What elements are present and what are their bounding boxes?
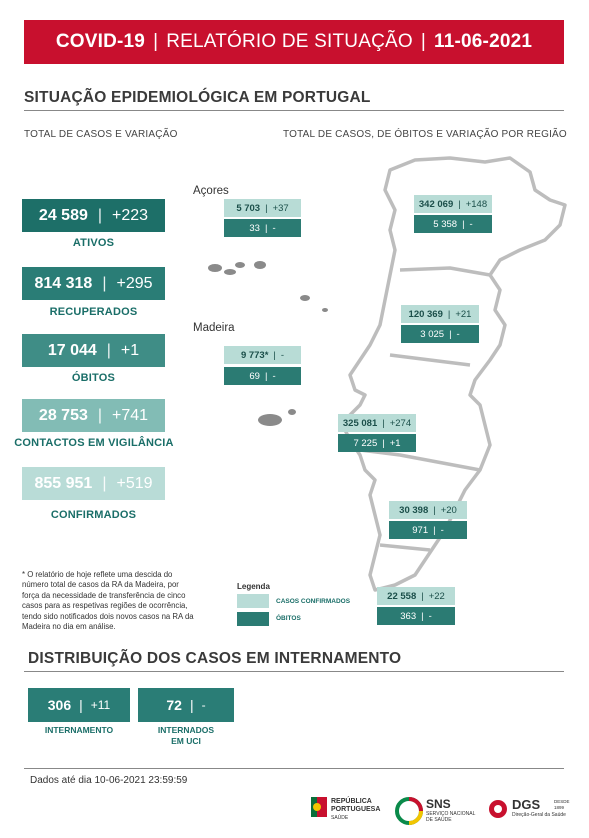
sns-acronym: SNS	[426, 797, 451, 811]
deaths-value: 3 025	[420, 328, 445, 340]
dgs-subtitle: Direção-Geral da Saúde	[512, 812, 566, 818]
region-cases-alentejo: 30 398 | +20	[389, 501, 467, 519]
cases-value: 9 773*	[240, 349, 269, 361]
sns-line3: DE SAÚDE	[426, 817, 452, 823]
kpi-label-recovered: RECUPERADOS	[49, 306, 138, 318]
region-deaths-alentejo: 971 | -	[389, 521, 467, 539]
kpi-box-contacts: 28 753 | +741	[22, 399, 165, 432]
kpi-label-contacts: CONTACTOS EM VIGILÂNCIA	[14, 437, 174, 449]
hosp-variation: +11	[90, 698, 111, 712]
kpi-box-confirmed: 855 951 | +519	[22, 467, 165, 500]
kpi-value: 28 753	[38, 406, 88, 424]
kpi-box-recovered: 814 318 | +295	[22, 267, 165, 300]
deaths-variation: -	[469, 218, 473, 230]
uci-label-line2: EM UCI	[171, 736, 201, 746]
kpi-variation: +519	[116, 474, 153, 492]
footnote: * O relatório de hoje reflete uma descida do número total de casos da RA da Madeira, por força da necessidade de transferência de cinco casos para as respetivas regiões de ocorrência, tendo sido notificados dois novos casos na RA da Madeira no dia em análise.	[22, 570, 194, 632]
banner-date: 11-06-2021	[434, 31, 533, 52]
region-label-acores: Açores	[193, 185, 229, 197]
region-label-madeira: Madeira	[193, 322, 235, 334]
cases-value: 22 558	[387, 590, 417, 602]
hosp-box: 306 | +11	[28, 688, 130, 722]
cases-value: 325 081	[342, 417, 378, 429]
cases-value: 342 069	[418, 198, 454, 210]
republic-line1: REPÚBLICA	[331, 798, 372, 805]
republic-line2: PORTUGUESA	[331, 806, 381, 813]
cases-variation: +37	[272, 202, 289, 214]
kpi-label-confirmed: CONFIRMADOS	[50, 509, 137, 521]
kpi-variation: +295	[116, 274, 153, 292]
deaths-value: 33	[249, 222, 260, 234]
kpi-box-deaths: 17 044 | +1	[22, 334, 165, 367]
region-cases-algarve: 22 558 | +22	[377, 587, 455, 605]
sns-line2: SERVIÇO NACIONAL	[426, 811, 476, 817]
deaths-variation: -	[272, 222, 276, 234]
republic-logo-text	[331, 798, 380, 822]
hosp-label: INTERNAMENTO	[44, 725, 114, 735]
kpi-variation: +741	[112, 406, 149, 424]
hosp-value: 306	[47, 697, 72, 713]
section-divider	[24, 671, 564, 672]
cases-value: 30 398	[399, 504, 429, 516]
dgs-since-label: DESDE	[554, 799, 570, 804]
dgs-logo-icon	[488, 799, 508, 819]
region-cases-centro: 120 369 | +21	[401, 305, 479, 323]
cases-variation: +148	[465, 198, 488, 210]
right-subtitle: TOTAL DE CASOS, DE ÓBITOS E VARIAÇÃO POR REGIÃO	[283, 129, 567, 140]
deaths-value: 5 358	[433, 218, 458, 230]
legend-swatch-deaths	[237, 612, 269, 626]
deaths-variation: -	[428, 610, 432, 622]
region-deaths-lisboa: 7 225 | +1	[338, 434, 416, 452]
deaths-variation: -	[440, 524, 444, 536]
sns-logo-text	[426, 797, 475, 823]
deaths-value: 363	[400, 610, 417, 622]
kpi-box-active: 24 589 | +223	[22, 199, 165, 232]
kpi-variation: +223	[112, 206, 149, 224]
deaths-value: 7 225	[353, 437, 378, 449]
kpi-value: 17 044	[47, 341, 97, 359]
footer-divider	[24, 768, 564, 769]
kpi-value: 24 589	[38, 206, 88, 224]
banner-sep-2: |	[420, 31, 427, 52]
banner-sep-1: |	[153, 31, 159, 52]
dgs-acronym: DGS	[512, 797, 541, 812]
data-date: Dados até dia 10-06-2021 23:59:59	[30, 775, 188, 786]
cases-value: 120 369	[408, 308, 443, 320]
report-banner	[24, 20, 564, 64]
dgs-since	[554, 799, 570, 810]
kpi-variation: +1	[120, 341, 140, 359]
cases-variation: +21	[455, 308, 472, 320]
legend-title: Legenda	[237, 582, 270, 591]
kpi-value: 855 951	[34, 474, 93, 492]
region-deaths-norte: 5 358 | -	[414, 215, 492, 233]
sns-logo-icon	[395, 797, 423, 825]
cases-value: 5 703	[236, 202, 261, 214]
kpi-value: 814 318	[34, 274, 93, 292]
uci-label-line1: INTERNADOS	[157, 725, 215, 735]
cases-variation: +22	[428, 590, 445, 602]
uci-value: 72	[166, 697, 182, 713]
region-cases-madeira: 9 773* | -	[224, 346, 301, 364]
region-deaths-centro: 3 025 | -	[401, 325, 479, 343]
section-hospitalization-title: DISTRIBUIÇÃO DOS CASOS EM INTERNAMENTO	[28, 650, 402, 667]
cases-variation: +20	[440, 504, 457, 516]
deaths-variation: -	[456, 328, 460, 340]
republic-emblem-icon	[311, 797, 327, 817]
left-subtitle: TOTAL DE CASOS E VARIAÇÃO	[24, 129, 178, 140]
deaths-variation: +1	[389, 437, 401, 449]
region-deaths-acores: 33 | -	[224, 219, 301, 237]
uci-box: 72 | -	[138, 688, 234, 722]
cases-variation: -	[280, 349, 285, 361]
section-divider	[24, 110, 564, 111]
region-cases-norte: 342 069 | +148	[414, 195, 492, 213]
cases-variation: +274	[389, 417, 412, 429]
banner-title: COVID-19	[55, 31, 146, 52]
legend-swatch-confirmed	[237, 594, 269, 608]
uci-label	[138, 725, 234, 747]
legend-label-confirmed: CASOS CONFIRMADOS	[276, 598, 351, 605]
legend-label-deaths: ÓBITOS	[276, 615, 301, 622]
region-deaths-madeira: 69 | -	[224, 367, 301, 385]
deaths-value: 971	[412, 524, 429, 536]
region-cases-lisboa: 325 081 | +274	[338, 414, 416, 432]
region-cases-acores: 5 703 | +37	[224, 199, 301, 217]
kpi-label-active: ATIVOS	[72, 237, 115, 249]
section-epidemiology-title: SITUAÇÃO EPIDEMIOLÓGICA EM PORTUGAL	[24, 89, 371, 106]
region-deaths-algarve: 363 | -	[377, 607, 455, 625]
deaths-value: 69	[249, 370, 260, 382]
deaths-variation: -	[272, 370, 276, 382]
banner-subtitle: RELATÓRIO DE SITUAÇÃO	[166, 31, 413, 52]
uci-variation: -	[201, 698, 206, 712]
dgs-since-year: 1899	[554, 804, 565, 810]
republic-line3: SAÚDE	[331, 815, 349, 821]
kpi-label-deaths: ÓBITOS	[71, 372, 116, 384]
